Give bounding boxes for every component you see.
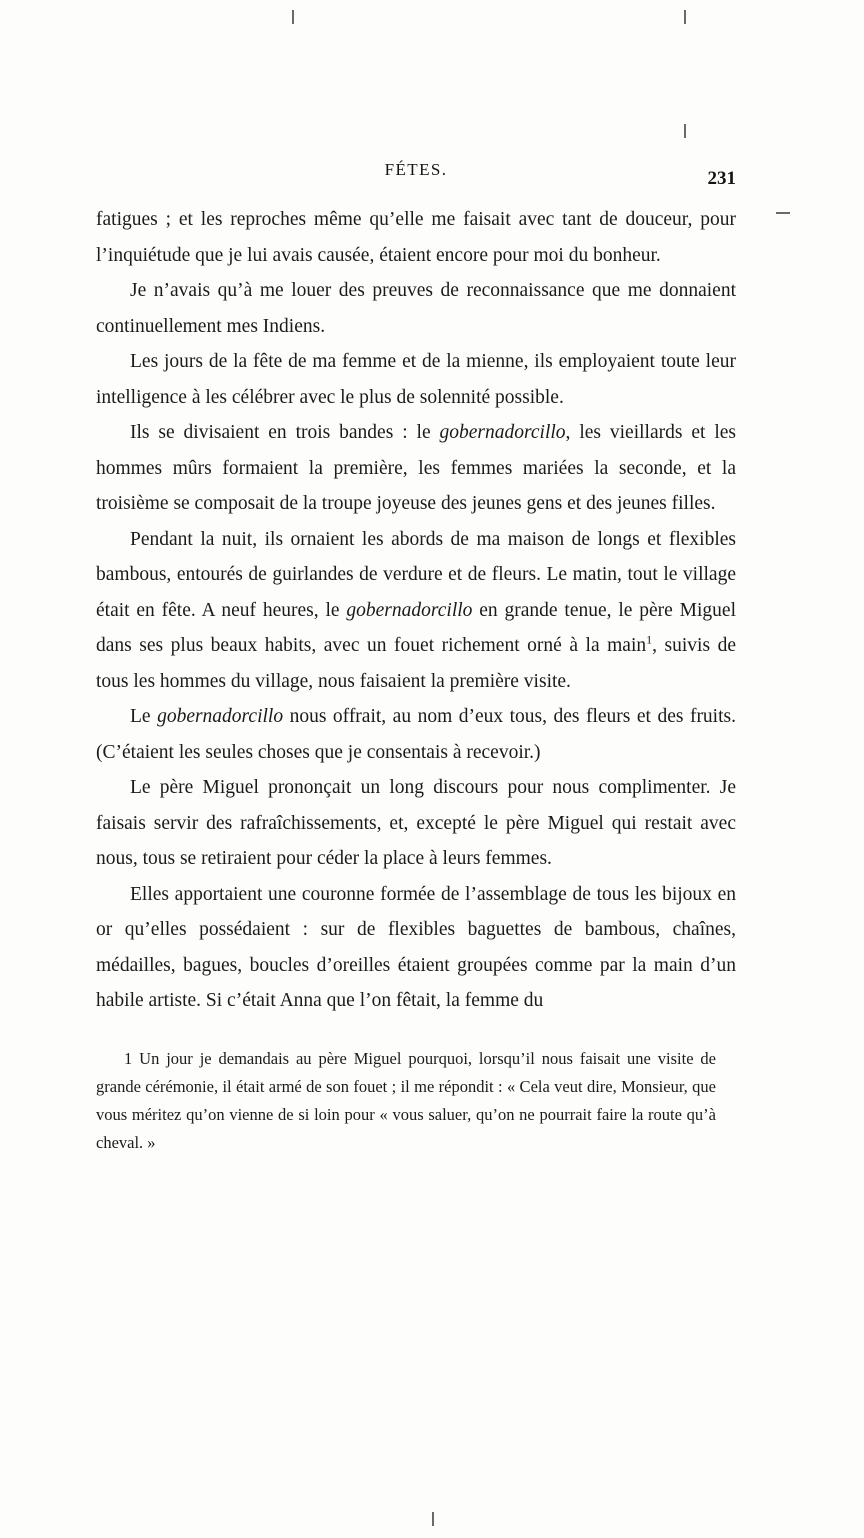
text-run: Les jours de la fête de ma femme et de la mienne, ils employaient toute leur intelligence à les célébrer avec le plus de solennité possible.	[96, 351, 736, 408]
italic-term: gobernadorcillo	[346, 599, 473, 621]
text-run: Le père Miguel prononçait un long discours pour nous complimenter. Je faisais servir des rafraîchissements, et, excepté le père Miguel qui restait avec nous, tous se retiraient pour céder la place à leurs femmes.	[96, 777, 736, 869]
body-text	[96, 202, 736, 1019]
crop-mark-top-left	[292, 10, 294, 24]
body-paragraph	[96, 202, 736, 273]
body-paragraph	[96, 770, 736, 877]
body-paragraph	[96, 522, 736, 700]
text-run: Je n’avais qu’à me louer des preuves de reconnaissance que me donnaient continuellement mes Indiens.	[96, 280, 736, 337]
crop-mark-bottom	[432, 1512, 434, 1526]
crop-mark-upper-right	[684, 124, 686, 138]
page-title: FÉTES.	[384, 160, 448, 179]
italic-term: gobernadorcillo	[439, 422, 566, 443]
text-run: Elles apportaient une couronne formée de l’assemblage de tous les bijoux en or qu’elles possédaient : sur de flexibles baguettes de bambous, chaînes, médailles, bagues, boucles d’oreilles étaient groupées comme par la main d’un habile artiste. Si c’était Anna que l’on fêtait, la femme du	[96, 883, 736, 1011]
text-run: Ils se divisaient en trois bandes : le	[130, 422, 440, 443]
body-paragraph	[96, 344, 736, 415]
text-run: , suivis de tous les hommes du village, nous faisaient la première visite.	[96, 635, 736, 692]
body-paragraph	[96, 273, 736, 344]
page-number: 231	[707, 168, 736, 189]
page-content	[96, 160, 736, 1157]
text-run: nous offrait, au nom d’eux tous, des fleurs et des fruits. (C’étaient les seules choses que je consentais à recevoir.)	[96, 706, 736, 763]
italic-term: gobernadorcillo	[157, 706, 284, 727]
body-paragraph	[96, 415, 736, 522]
body-paragraph	[96, 877, 736, 1019]
footnote-text: 1 Un jour je demandais au père Miguel pourquoi, lorsqu’il nous faisait une visite de grande cérémonie, il était armé de son fouet ; il me répondit : « Cela veut dire, Monsieur, que vous méritez qu’on vienne de si loin pour « vous saluer, qu’on ne pourrait faire la route qu’à cheval. »	[96, 1048, 716, 1152]
crop-mark-top-right	[684, 10, 686, 24]
body-paragraph	[96, 699, 736, 770]
footnote-area	[96, 1045, 716, 1157]
crop-mark-side-right	[776, 212, 790, 214]
text-run: Pendant la nuit, ils ornaient les abords de ma maison de longs et flexibles bambous, entourés de guirlandes de verdure et de fleurs. Le matin, tout le village était en fête. A neuf heures, le	[96, 528, 736, 621]
text-run: , les vieillards et les hommes mûrs formaient la première, les femmes mariées la seconde, et la troisième se composait de la troupe joyeuse des jeunes gens et des jeunes filles.	[96, 422, 736, 514]
running-head	[96, 160, 736, 190]
text-run: en grande tenue, le père Miguel dans ses plus beaux habits, avec un fouet richement orné à la main	[96, 599, 736, 656]
text-run: Le	[130, 706, 158, 727]
footnote-reference[interactable]: 1	[646, 632, 653, 647]
text-run: fatigues ; et les reproches même qu’elle me faisait avec tant de douceur, pour l’inquiétude que je lui avais causée, étaient encore pour moi du bonheur.	[96, 209, 736, 266]
